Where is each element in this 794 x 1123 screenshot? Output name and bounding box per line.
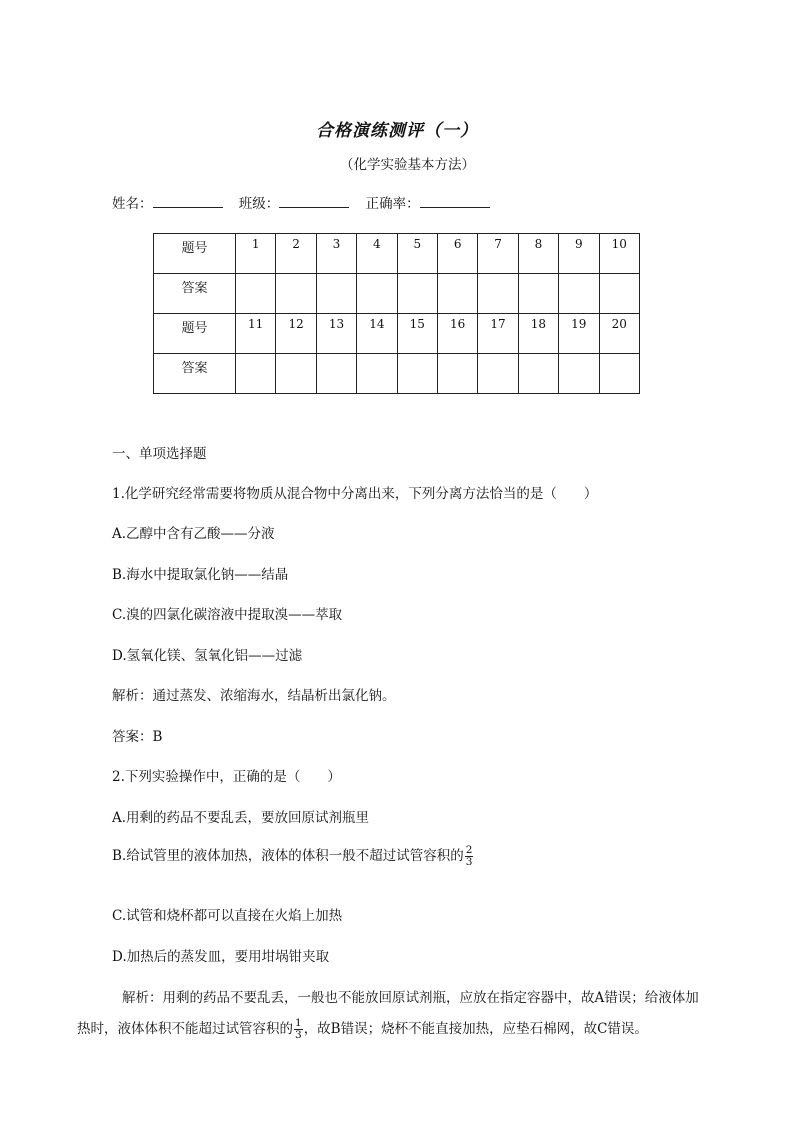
question-2-stem: 2.下列实验操作中，正确的是（ ） [112, 769, 341, 785]
question-number-cell: 5 [397, 234, 437, 274]
class-label: 班级： [238, 196, 280, 212]
question-number-cell: 9 [559, 234, 599, 274]
question-number-cell: 20 [599, 314, 639, 354]
answer-cell[interactable] [559, 274, 599, 314]
question-number-cell: 15 [397, 314, 437, 354]
question-1-answer: 答案：B [112, 729, 163, 745]
answer-cell[interactable] [478, 274, 518, 314]
page-subtitle: （化学实验基本方法） [340, 157, 475, 173]
class-blank[interactable] [279, 194, 349, 208]
name-blank[interactable] [153, 194, 223, 208]
answer-cell[interactable] [357, 354, 397, 394]
name-label: 姓名： [112, 196, 153, 212]
student-info-line [112, 192, 502, 212]
answer-row-2 [154, 354, 640, 394]
number-row-2 [154, 314, 640, 354]
question-number-cell: 11 [236, 314, 276, 354]
question-number-cell: 16 [437, 314, 477, 354]
answer-row-1 [154, 274, 640, 314]
question-number-cell: 18 [518, 314, 558, 354]
question-number-cell: 1 [236, 234, 276, 274]
section-heading: 一、单项选择题 [112, 446, 207, 462]
question-2-option-c: C.试管和烧杯都可以直接在火焰上加热 [112, 908, 343, 924]
question-1-stem: 1.化学研究经常需要将物质从混合物中分离出来，下列分离方法恰当的是（ ） [112, 486, 598, 502]
question-number-cell: 13 [316, 314, 356, 354]
question-number-cell: 2 [276, 234, 316, 274]
question-1-option-d: D.氢氧化镁、氢氧化铝——过滤 [112, 648, 303, 664]
question-2-option-b [112, 844, 474, 868]
answer-cell[interactable] [478, 354, 518, 394]
question-number-cell: 6 [437, 234, 477, 274]
question-number-cell: 4 [357, 234, 397, 274]
accuracy-blank[interactable] [420, 194, 490, 208]
answer-cell[interactable] [397, 354, 437, 394]
answer-cell[interactable] [518, 274, 558, 314]
question-number-cell: 17 [478, 314, 518, 354]
question-2-analysis-line-1: 解析：用剩的药品不要乱丢，一般也不能放回原试剂瓶，应放在指定容器中，故A错误；给液体加 [122, 990, 699, 1006]
question-number-cell: 7 [478, 234, 518, 274]
fraction-numerator: 1 [295, 1017, 302, 1029]
answer-cell[interactable] [316, 354, 356, 394]
question-number-cell: 14 [357, 314, 397, 354]
fraction-two-thirds [465, 845, 474, 868]
question-number-cell: 3 [316, 234, 356, 274]
answer-cell[interactable] [397, 274, 437, 314]
answer-table [153, 233, 640, 394]
question-number-cell: 10 [599, 234, 639, 274]
answer-cell[interactable] [236, 354, 276, 394]
answer-cell[interactable] [518, 354, 558, 394]
answer-cell[interactable] [437, 354, 477, 394]
answer-cell[interactable] [357, 274, 397, 314]
row-label-answer: 答案 [154, 354, 236, 394]
row-label-answer: 答案 [154, 274, 236, 314]
answer-cell[interactable] [276, 274, 316, 314]
question-2-option-d: D.加热后的蒸发皿，要用坩埚钳夹取 [112, 949, 330, 965]
row-label-number: 题号 [154, 314, 236, 354]
question-2-option-a: A.用剩的药品不要乱丢，要放回原试剂瓶里 [112, 810, 370, 826]
page-title: 合格演练测评（一） [316, 121, 478, 141]
fraction-denominator: 3 [465, 856, 473, 868]
fraction-numerator: 2 [465, 844, 473, 856]
row-label-number: 题号 [154, 234, 236, 274]
question-1-analysis: 解析：通过蒸发、浓缩海水，结晶析出氯化钠。 [112, 688, 396, 704]
analysis-text-before: 热时，液体体积不能超过试管容积的 [77, 1021, 293, 1037]
answer-cell[interactable] [599, 354, 639, 394]
number-row-1 [154, 234, 640, 274]
question-1-option-b: B.海水中提取氯化钠——结晶 [112, 567, 289, 583]
question-2-analysis-line-2 [77, 1017, 648, 1041]
accuracy-label: 正确率： [365, 196, 420, 212]
question-1-option-c: C.溴的四氯化碳溶液中提取溴——萃取 [112, 607, 343, 623]
question-number-cell: 8 [518, 234, 558, 274]
fraction-one-third [294, 1018, 303, 1041]
question-1-option-a: A.乙醇中含有乙酸——分液 [112, 526, 275, 542]
question-number-cell: 12 [276, 314, 316, 354]
answer-cell[interactable] [316, 274, 356, 314]
question-number-cell: 19 [559, 314, 599, 354]
fraction-denominator: 3 [295, 1029, 302, 1041]
answer-cell[interactable] [437, 274, 477, 314]
option-b-text: B.给试管里的液体加热，液体的体积一般不超过试管容积的 [112, 848, 464, 864]
answer-cell[interactable] [276, 354, 316, 394]
answer-cell[interactable] [236, 274, 276, 314]
answer-cell[interactable] [599, 274, 639, 314]
analysis-text-after: ，故B错误；烧杯不能直接加热，应垫石棉网，故C错误。 [303, 1021, 648, 1037]
answer-cell[interactable] [559, 354, 599, 394]
